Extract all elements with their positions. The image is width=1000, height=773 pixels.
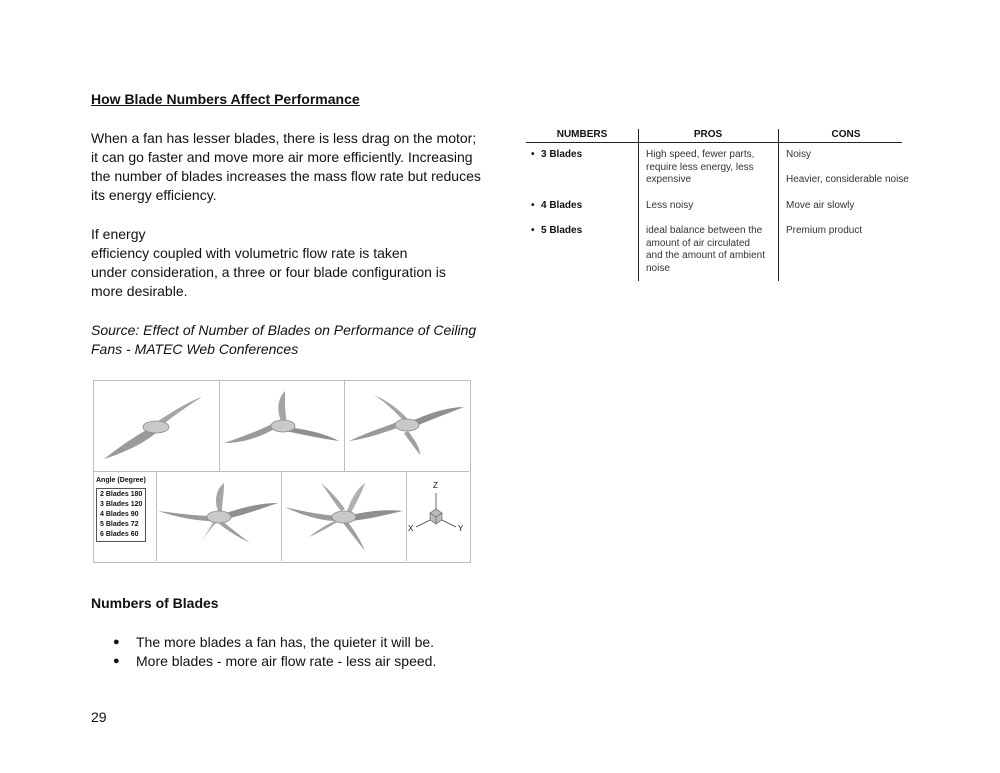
legend-item: 4 Blades 90 (100, 511, 139, 518)
table-header-pros: PROS (693, 129, 723, 140)
legend-item: 6 Blades 60 (100, 531, 139, 538)
legend-title: Angle (Degree) (96, 477, 146, 484)
list-item: ● More blades - more air flow rate - less air speed. (113, 652, 436, 671)
cons-line: Premium product (786, 225, 863, 236)
table-cell-pros (646, 200, 693, 213)
legend-item: 2 Blades 180 (100, 491, 143, 498)
numbers-of-blades-heading: Numbers of Blades (91, 595, 219, 611)
two-blade-fan-image (94, 381, 220, 472)
cons-line (786, 162, 909, 175)
cons-line: Noisy (786, 149, 812, 160)
pros-line: noise (646, 263, 670, 275)
legend-box (96, 488, 146, 542)
pros-line: require less energy, less (646, 161, 754, 173)
table-header-cons: CONS (831, 129, 861, 140)
pros-line: Less noisy (646, 200, 694, 211)
axis-label-z: Z (433, 481, 438, 490)
paragraph-energy-efficiency (91, 225, 486, 301)
page-number: 29 (91, 709, 107, 725)
table-cell-pros (646, 149, 754, 187)
source-citation: Source: Effect of Number of Blades on Performance of Ceiling Fans - MATEC Web Conferences (91, 322, 477, 357)
table-cell-cons (786, 200, 854, 213)
table-cell-number: • 3 Blades (526, 149, 582, 162)
cons-line: Heavier, considerable noise (786, 174, 909, 186)
table-cell-number: • 4 Blades (526, 200, 582, 213)
paragraph-blade-drag: When a fan has lesser blades, there is less drag on the motor; it can go faster and move more air more efficiently. Increasing the number of blades increases the mass flow rate but reduces its energy efficiency. (91, 130, 481, 203)
table-header-numbers: NUMBERS (556, 129, 608, 140)
angle-legend (94, 471, 157, 561)
paragraph-line: under consideration, a three or four blade configuration is (91, 264, 446, 280)
table-header-divider (526, 142, 902, 143)
three-blade-fan-image (219, 381, 345, 472)
paragraph-line: If energy (91, 226, 146, 242)
pros-line: and the amount of ambient (646, 250, 765, 262)
pros-line: expensive (646, 174, 692, 186)
paragraph-line: efficiency coupled with volumetric flow rate is taken (91, 245, 408, 261)
paragraph-line: more desirable. (91, 283, 188, 299)
five-blade-fan-image (156, 471, 282, 561)
cons-line: Move air slowly (786, 200, 855, 211)
pros-line: amount of air circulated (646, 237, 750, 249)
table-column-divider (778, 129, 779, 281)
pros-line: ideal balance between the (646, 225, 763, 236)
blade-count-bullet-list (113, 633, 436, 671)
four-blade-fan-image (344, 381, 469, 472)
table-cell-cons (786, 225, 862, 238)
list-item: ● The more blades a fan has, the quieter it will be. (113, 633, 436, 652)
table-column-divider (638, 129, 639, 281)
table-cell-number: • 5 Blades (526, 225, 582, 238)
table-cell-pros (646, 225, 765, 276)
six-blade-fan-image (281, 471, 407, 561)
xyz-axis-diagram (406, 471, 469, 561)
table-cell-cons (786, 149, 909, 187)
axis-label-x: X (408, 524, 414, 533)
blade-pros-cons-table (526, 129, 911, 281)
blade-configuration-figure (93, 380, 471, 563)
legend-item: 3 Blades 120 (100, 501, 143, 508)
axis-label-y: Y (458, 524, 464, 533)
section-heading: How Blade Numbers Affect Performance (91, 91, 360, 107)
legend-item: 5 Blades 72 (100, 521, 139, 528)
pros-line: High speed, fewer parts, (646, 149, 755, 160)
